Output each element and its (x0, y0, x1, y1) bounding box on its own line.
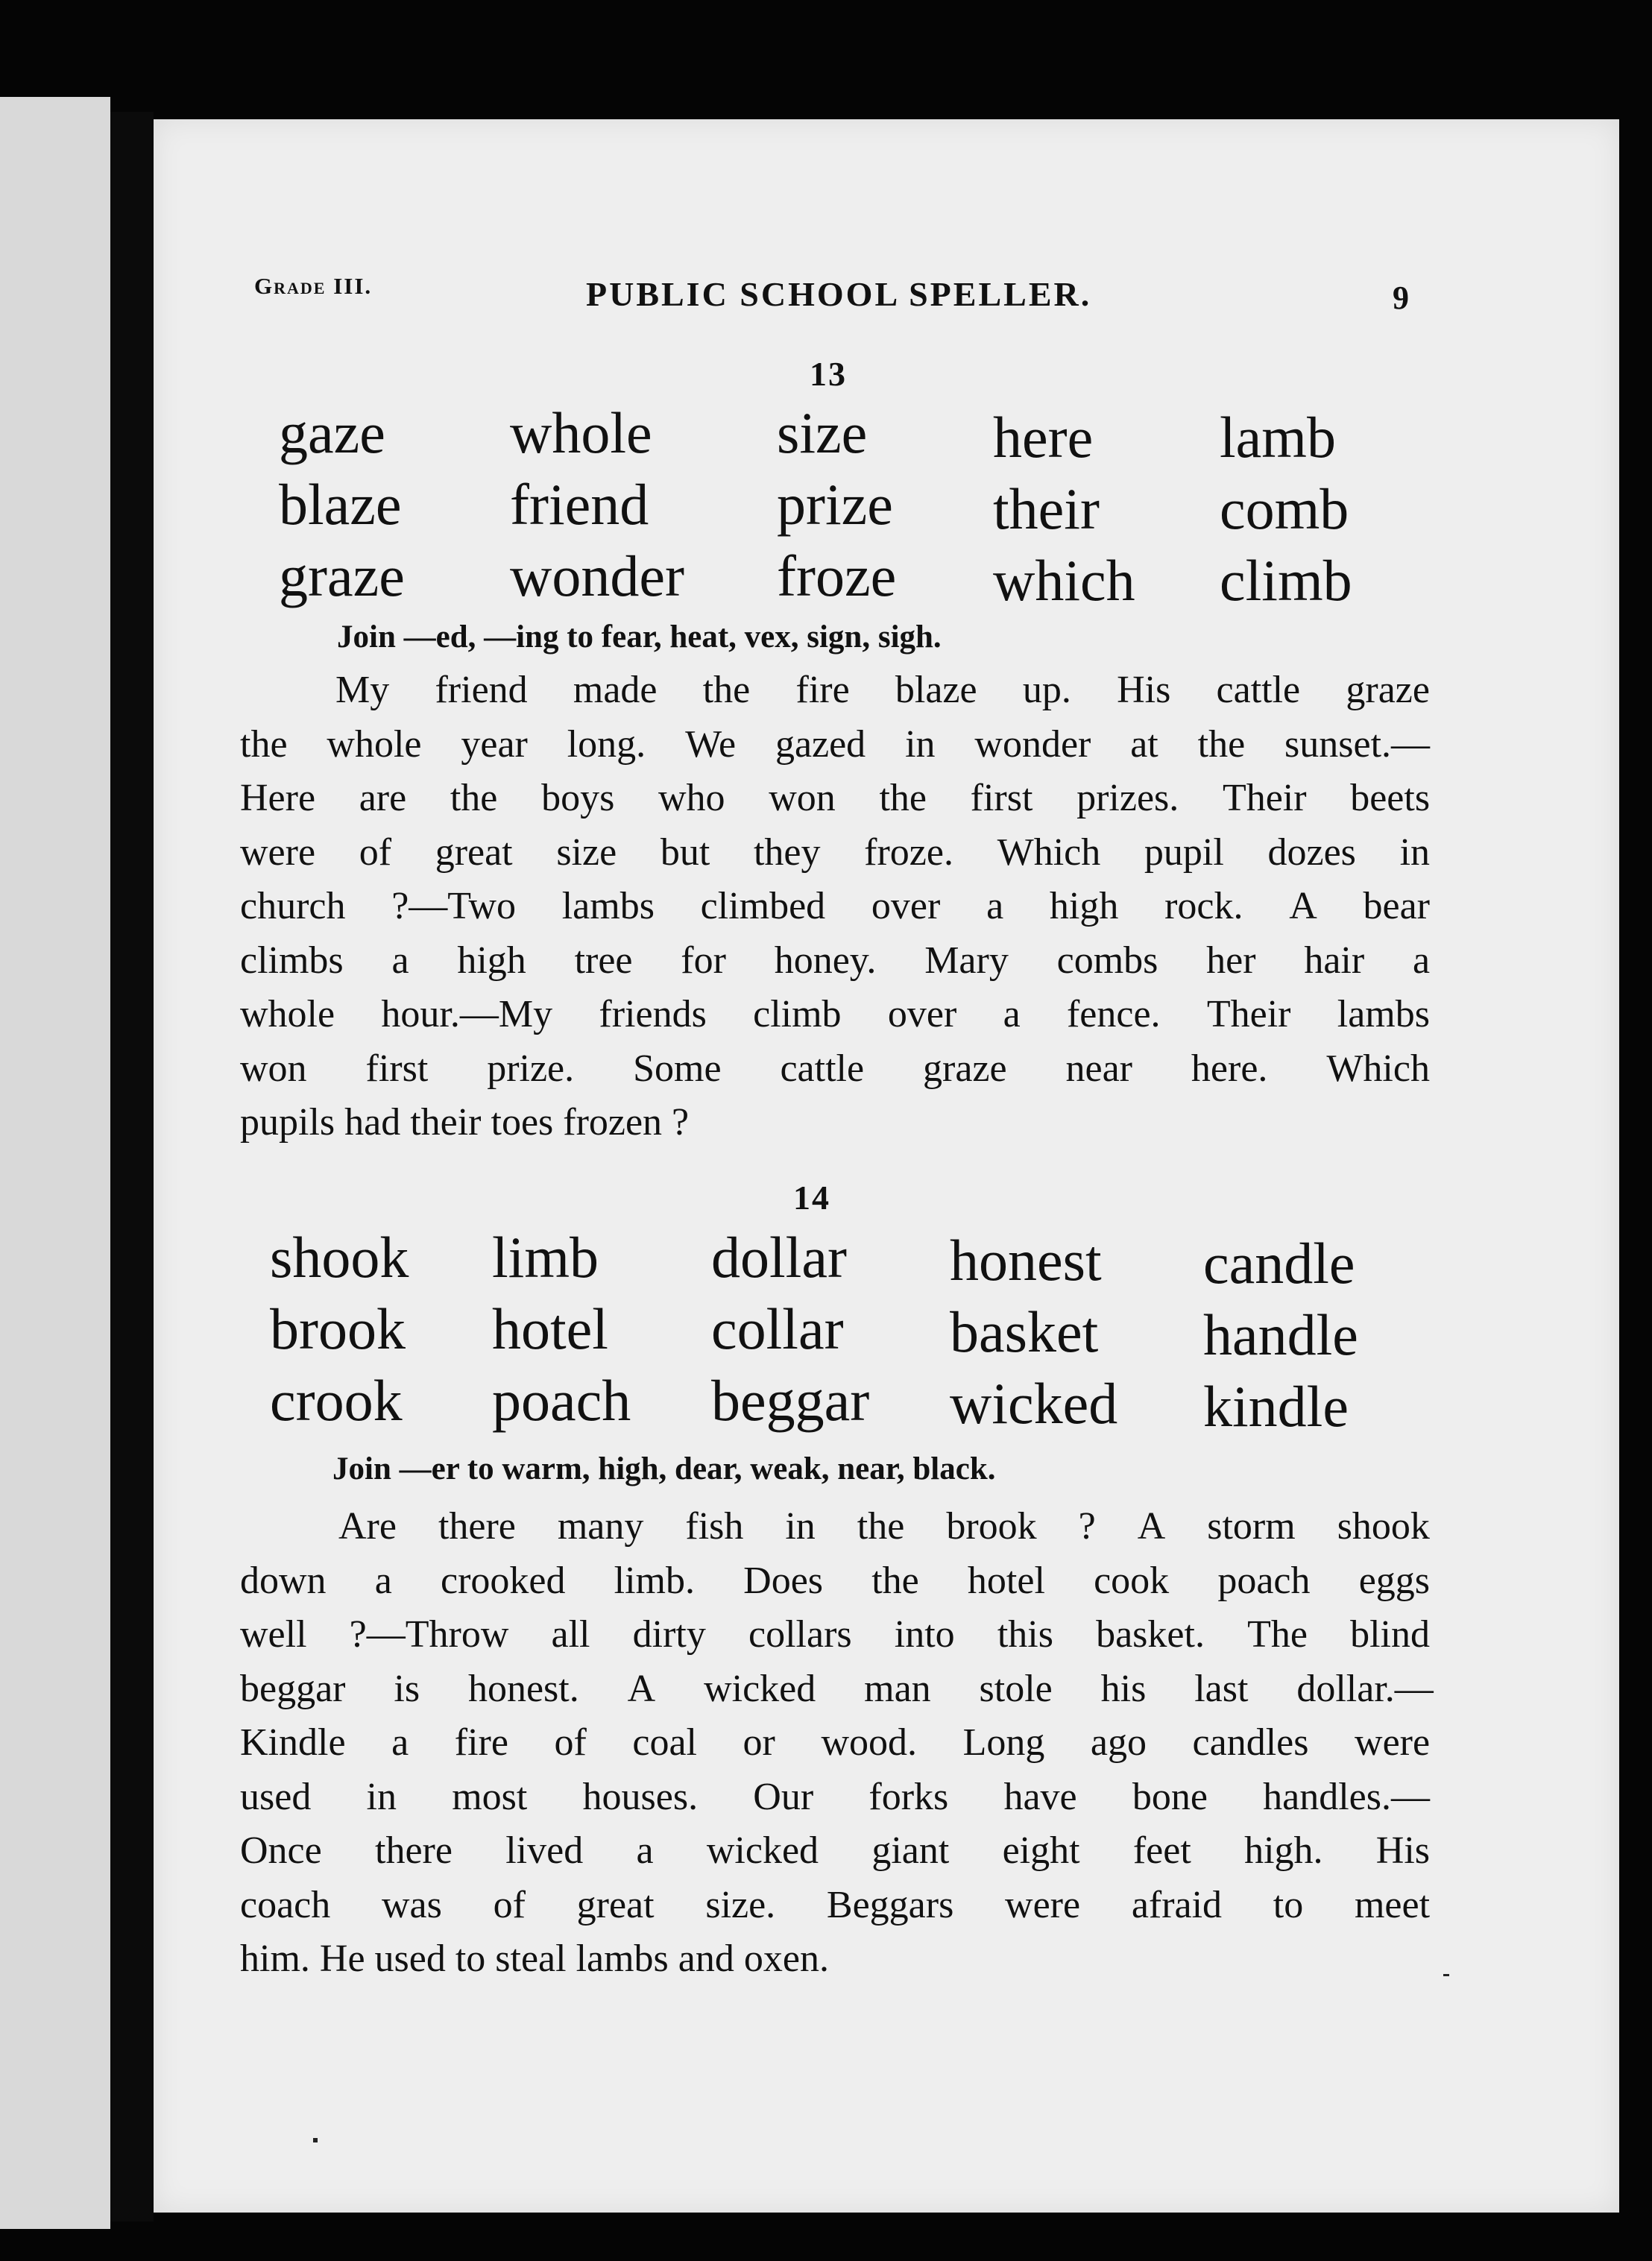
spelling-word: froze (777, 543, 897, 608)
spelling-word: graze (279, 543, 405, 608)
spelling-word: prize (777, 472, 893, 537)
lesson-number: 14 (793, 1179, 830, 1217)
page-title: PUBLIC SCHOOL SPELLER. (586, 275, 1092, 313)
paragraph-line: won first prize. Some cattle graze near here. Which (240, 1047, 1430, 1090)
paragraph-line: pupils had their toes frozen ? (240, 1101, 690, 1144)
book-page (154, 119, 1619, 2213)
spelling-word: brook (270, 1296, 406, 1361)
lesson-number: 13 (810, 355, 847, 393)
paragraph-line: Kindle a fire of coal or wood. Long ago candles were (240, 1721, 1431, 1764)
spelling-word: crook (270, 1368, 403, 1433)
spelling-word: lamb (1220, 405, 1336, 470)
facing-page-edge (0, 97, 110, 2229)
paragraph-line: whole hour.—My friends climb over a fence. Their lambs (240, 993, 1430, 1035)
scan-speck (313, 2138, 318, 2142)
paragraph-line: My friend made the fire blaze up. His cattle graze (335, 669, 1430, 711)
paragraph-line: climbs a high tree for honey. Mary combs her hair a (240, 939, 1431, 982)
paragraph-line: Once there lived a wicked giant eight feet high. His (240, 1829, 1431, 1872)
paragraph-line: church ?—Two lambs climbed over a high rock. A bear (240, 885, 1430, 927)
spelling-word: poach (492, 1368, 631, 1433)
spelling-word: whole (510, 400, 652, 465)
spelling-word: collar (711, 1296, 844, 1361)
spelling-word: limb (492, 1225, 599, 1290)
scan-speck (1443, 1974, 1449, 1976)
paragraph-line: well ?—Throw all dirty collars into this basket. The blind (240, 1613, 1430, 1656)
book-spine-shadow (110, 112, 154, 2221)
spelling-word: dollar (711, 1225, 847, 1290)
spelling-word: gaze (279, 400, 385, 465)
spelling-word: comb (1220, 476, 1349, 541)
spelling-word: here (993, 405, 1094, 470)
page-number: 9 (1393, 280, 1409, 316)
spelling-word: friend (510, 472, 649, 537)
grade-label: Grade III. (254, 273, 373, 299)
spelling-word: shook (270, 1225, 409, 1290)
spelling-word: handle (1203, 1302, 1358, 1367)
paragraph-line: used in most houses. Our forks have bone handles.— (240, 1775, 1430, 1818)
paragraph-line: were of great size but they froze. Which pupil dozes in (240, 830, 1431, 874)
spelling-word: honest (950, 1228, 1102, 1293)
paragraph-line: coach was of great size. Beggars were afraid to meet (240, 1883, 1431, 1926)
spelling-word: basket (950, 1299, 1099, 1364)
spelling-word: size (777, 400, 868, 465)
spelling-word: climb (1220, 548, 1352, 613)
join-instruction: Join —er to warm, high, dear, weak, near, black. (332, 1451, 996, 1486)
paragraph-line: him. He used to steal lambs and oxen. (240, 1937, 829, 1980)
spelling-word: which (993, 548, 1135, 613)
spelling-word: beggar (711, 1368, 870, 1433)
spelling-word: wonder (510, 543, 684, 608)
paragraph-line: down a crooked limb. Does the hotel cook poach eggs (240, 1559, 1431, 1602)
practice-paragraph (240, 1500, 1434, 1987)
spelling-word: kindle (1203, 1374, 1349, 1439)
paragraph-line: Are there many fish in the brook ? A storm shook (338, 1505, 1430, 1548)
practice-paragraph (240, 663, 1430, 1150)
spelling-word: candle (1203, 1231, 1355, 1296)
spelling-word: blaze (279, 472, 402, 537)
spelling-word: their (993, 476, 1100, 541)
spelling-word: wicked (950, 1371, 1118, 1436)
spelling-word: hotel (492, 1296, 608, 1361)
join-instruction: Join —ed, —ing to fear, heat, vex, sign, sigh. (337, 619, 942, 655)
paragraph-line: the whole year long. We gazed in wonder at the sunset.— (240, 722, 1431, 766)
paragraph-line: Here are the boys who won the first prizes. Their beets (240, 777, 1431, 819)
paragraph-line: beggar is honest. A wicked man stole his last dollar.— (240, 1667, 1434, 1710)
